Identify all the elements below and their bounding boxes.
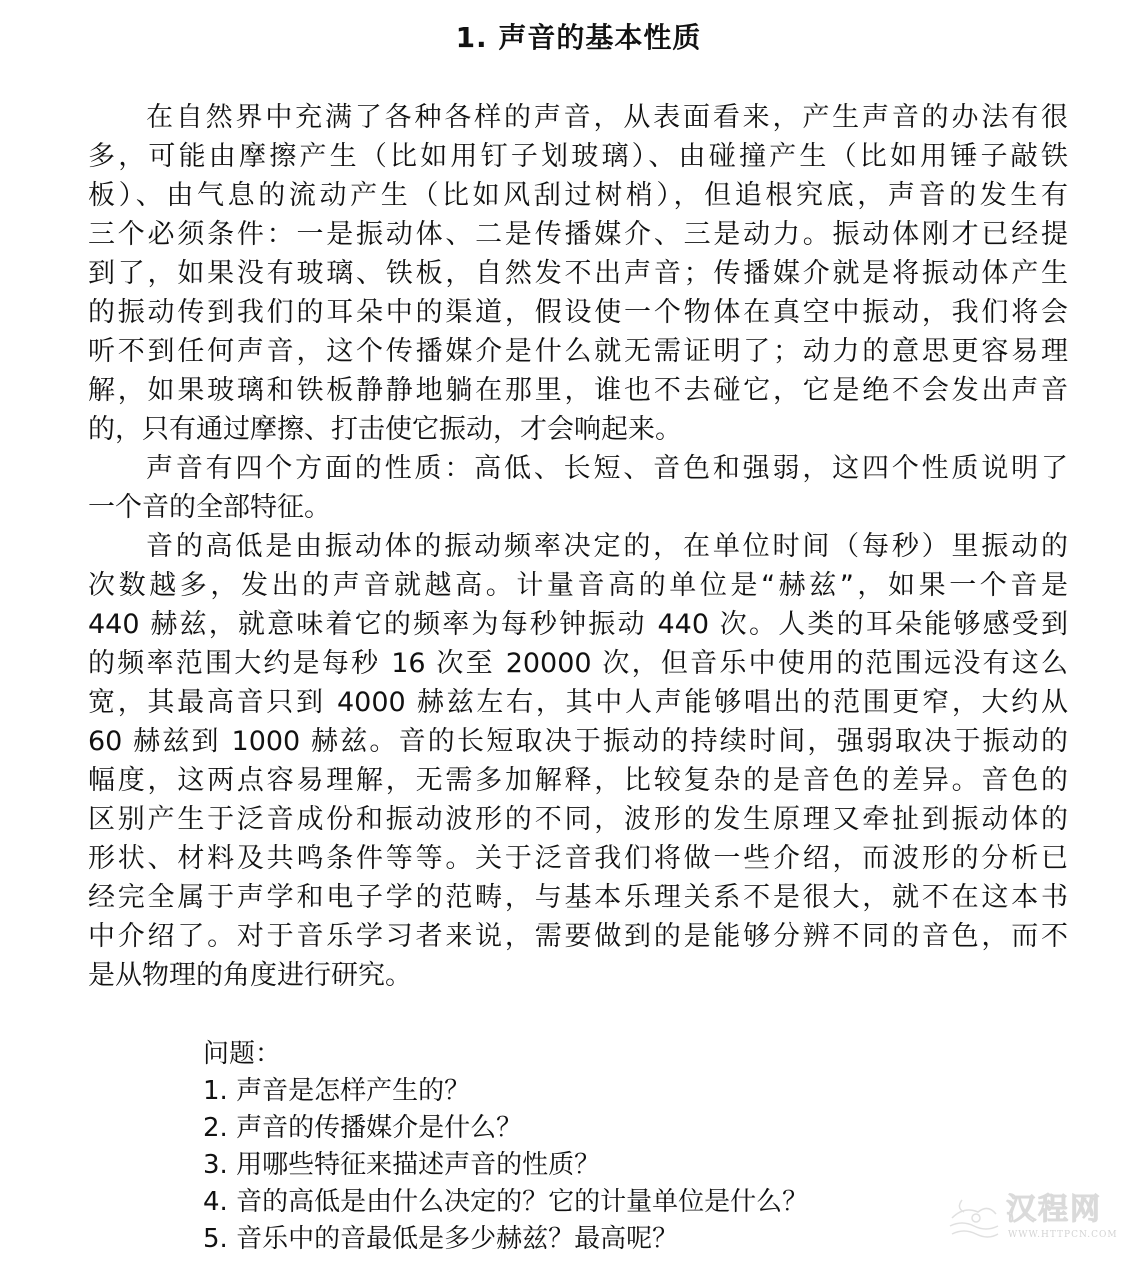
question-item-5: 5. 音乐中的音最低是多少赫兹？最高呢？ — [203, 1224, 679, 1254]
paragraph-3-line-10: 经完全属于声学和电子学的范畴，与基本乐理关系不是很大，就不在这本书 — [88, 882, 1068, 913]
question-item-3: 3. 用哪些特征来描述声音的性质？ — [203, 1150, 601, 1180]
paragraph-3-line-3: 440 赫兹，就意味着它的频率为每秒钟振动 440 次。人类的耳朵能够感受到 — [88, 609, 1068, 640]
paragraph-3-line-4: 的频率范围大约是每秒 16 次至 20000 次，但音乐中使用的范围远没有这么 — [88, 648, 1068, 679]
paragraph-3-line-1: 音的高低是由振动体的振动频率决定的，在单位时间（每秒）里振动的 — [146, 531, 1068, 562]
paragraph-2-line-1: 声音有四个方面的性质：高低、长短、音色和强弱，这四个性质说明了 — [146, 453, 1068, 484]
watermark-text: 汉程网 — [1006, 1192, 1102, 1227]
paragraph-2-line-2: 一个音的全部特征。 — [88, 492, 331, 523]
question-item-4: 4. 音的高低是由什么决定的？它的计量单位是什么？ — [203, 1187, 809, 1217]
paragraph-3-line-7: 幅度，这两点容易理解，无需多加解释，比较复杂的是音色的差异。音色的 — [88, 765, 1068, 796]
paragraph-3-line-6: 60 赫兹到 1000 赫兹。音的长短取决于振动的持续时间，强弱取决于振动的 — [88, 726, 1068, 757]
questions-heading: 问题： — [203, 1039, 282, 1069]
paragraph-1-line-7: 听不到任何声音，这个传播媒介是什么就无需证明了；动力的意思更容易理 — [88, 336, 1068, 367]
paragraph-1-line-3: 板）、由气息的流动产生（比如风刮过树梢），但追根究底，声音的发生有 — [88, 180, 1068, 211]
paragraph-1-line-9: 的，只有通过摩擦、打击使它振动，才会响起来。 — [88, 414, 682, 445]
question-item-2: 2. 声音的传播媒介是什么？ — [203, 1113, 523, 1143]
watermark — [948, 1192, 1133, 1256]
paragraph-1-line-4: 三个必须条件：一是振动体、二是传播媒介、三是动力。振动体刚才已经提 — [88, 219, 1068, 250]
paragraph-3-line-2: 次数越多，发出的声音就越高。计量音高的单位是“赫兹”，如果一个音是 — [88, 570, 1068, 601]
question-item-1: 1. 声音是怎样产生的？ — [203, 1076, 471, 1106]
questions-section — [203, 1036, 923, 1258]
paragraph-3-line-9: 形状、材料及共鸣条件等等。关于泛音我们将做一些介绍，而波形的分析已 — [88, 843, 1068, 874]
paragraph-1-line-5: 到了，如果没有玻璃、铁板，自然发不出声音；传播媒介就是将振动体产生 — [88, 258, 1068, 289]
body-text — [88, 98, 1068, 995]
paragraph-3-line-12: 是从物理的角度进行研究。 — [88, 960, 412, 991]
paragraph-3-line-5: 宽，其最高音只到 4000 赫兹左右，其中人声能够唱出的范围更窄，大约从 — [88, 687, 1068, 718]
paragraph-1-line-1: 在自然界中充满了各种各样的声音，从表面看来，产生声音的办法有很 — [146, 102, 1068, 133]
watermark-url: WWW.HTTPCN.COM — [1008, 1230, 1118, 1240]
paragraph-1-line-2: 多，可能由摩擦产生（比如用钉子划玻璃）、由碰撞产生（比如用锤子敲铁 — [88, 141, 1068, 172]
wave-logo-icon — [948, 1194, 1000, 1242]
paragraph-3-line-11: 中介绍了。对于音乐学习者来说，需要做到的是能够分辨不同的音色，而不 — [88, 921, 1068, 952]
paragraph-1-line-6: 的振动传到我们的耳朵中的渠道，假设使一个物体在真空中振动，我们将会 — [88, 297, 1068, 328]
section-title: 1. 声音的基本性质 — [455, 21, 702, 54]
paragraph-1-line-8: 解，如果玻璃和铁板静静地躺在那里，谁也不去碰它，它是绝不会发出声音 — [88, 375, 1068, 406]
paragraph-3-line-8: 区别产生于泛音成份和振动波形的不同，波形的发生原理又牵扯到振动体的 — [88, 804, 1068, 835]
